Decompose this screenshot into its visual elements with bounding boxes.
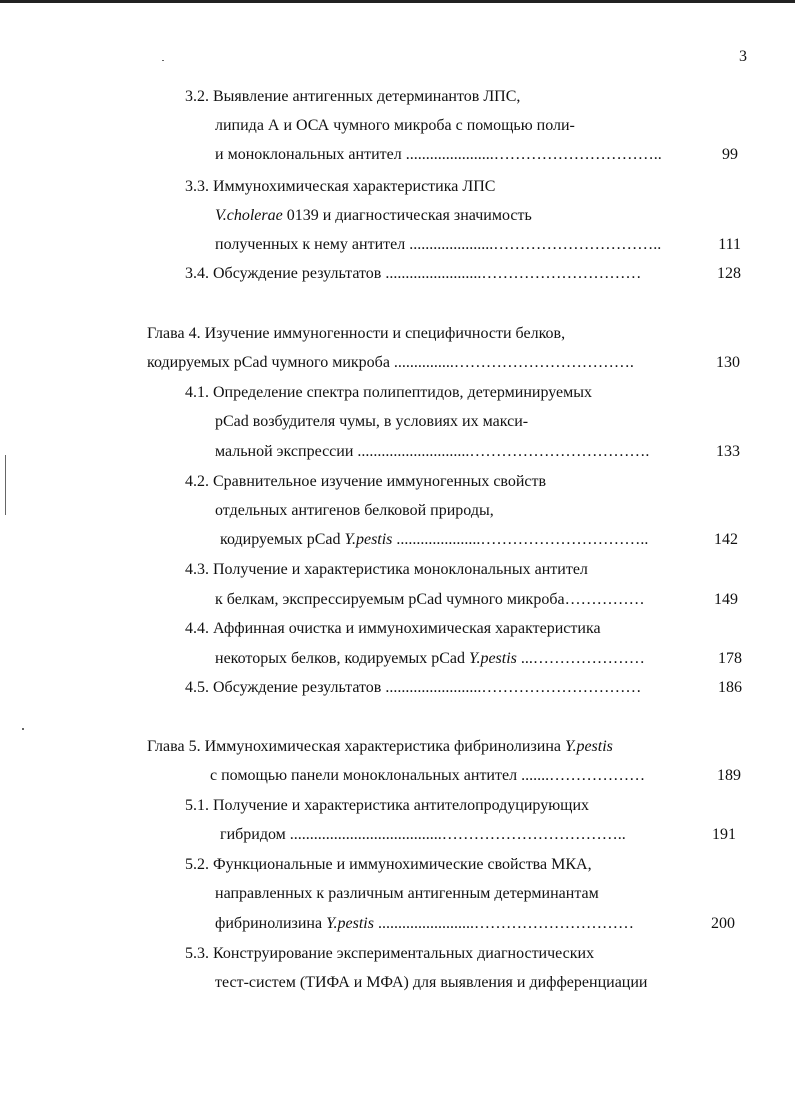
toc-entry-3-3-cont: V.cholerae 0139 и диагностическая значимость [215,207,532,224]
scan-margin-mark [5,455,6,515]
toc-entry-3-4: 3.4. Обсуждение результатов ........................………………………… [185,265,642,282]
toc-entry-3-2-cont: и моноклональных антител ......................………………………….. [215,146,662,163]
toc-chapter-5-cont: с помощью панели моноклональных антител .......……………… [210,767,646,784]
scan-speck [162,60,164,61]
toc-page: 186 [718,679,742,696]
toc-entry-4-1-cont: мальной экспрессии ............................……………………………. [215,443,650,460]
toc-entry-3-2: 3.2. Выявление антигенных детерминантов ЛПС, [185,88,521,105]
toc-page: 99 [722,146,738,163]
toc-entry-4-4-cont: некоторых белков, кодируемых pCad Y.pestis ...………………… [215,650,645,667]
toc-page: 111 [718,236,741,253]
toc-entry-5-2-cont: направленных к различным антигенным детерминантам [215,885,599,902]
toc-entry-4-3-cont: к белкам, экспрессируемым pCad чумного микроба…………… [215,591,645,608]
toc-chapter-5: Глава 5. Иммунохимическая характеристика фибринолизина Y.pestis [147,738,613,755]
toc-entry-4-2: 4.2. Сравнительное изучение иммуногенных свойств [185,473,547,490]
toc-entry-4-2-cont: кодируемых pCad Y.pestis .....................………………………….. [220,531,649,548]
toc-entry-4-5: 4.5. Обсуждение результатов ........................………………………… [185,679,642,696]
toc-entry-5-3-cont: тест-систем (ТИФА и МФА) для выявления и дифференциации [215,974,648,991]
toc-entry-4-2-cont: отдельных антигенов белковой природы, [215,502,494,519]
toc-page: 130 [716,354,740,371]
page-number: 3 [739,48,747,65]
toc-page: 189 [717,767,741,784]
toc-page: 200 [711,915,735,932]
toc-entry-3-2-cont: липида А и ОСА чумного микроба с помощью поли- [215,117,575,134]
toc-page: 178 [718,650,742,667]
toc-entry-5-1: 5.1. Получение и характеристика антителопродуцирующих [185,797,590,814]
toc-entry-4-4: 4.4. Аффинная очистка и иммунохимическая характеристика [185,620,601,637]
toc-entry-3-3-cont: полученных к нему антител .....................………………………….. [215,236,662,253]
scan-speck [22,728,24,730]
scan-top-border [0,0,795,3]
toc-page: 142 [714,531,738,548]
toc-entry-5-1-cont: гибридом ......................................…………………………….. [220,826,626,843]
toc-page: 149 [714,591,738,608]
toc-entry-4-1-cont: pCad возбудителя чумы, в условиях их макси- [215,413,529,430]
toc-page: 191 [712,826,736,843]
toc-entry-5-2: 5.2. Функциональные и иммунохимические свойства МКА, [185,856,592,873]
toc-entry-5-3: 5.3. Конструирование экспериментальных диагностических [185,945,595,962]
toc-entry-4-3: 4.3. Получение и характеристика моноклональных антител [185,561,588,578]
toc-page: 128 [717,265,741,282]
toc-page: 133 [716,443,740,460]
toc-chapter-4-cont: кодируемых pCad чумного микроба ...............……………………………. [147,354,634,371]
toc-entry-4-1: 4.1. Определение спектра полипептидов, детерминируемых [185,384,593,401]
toc-entry-5-2-cont: фибринолизина Y.pestis ........................………………………… [215,915,634,932]
toc-entry-3-3: 3.3. Иммунохимическая характеристика ЛПС [185,178,496,195]
toc-chapter-4: Глава 4. Изучение иммуногенности и специфичности белков, [147,325,566,342]
